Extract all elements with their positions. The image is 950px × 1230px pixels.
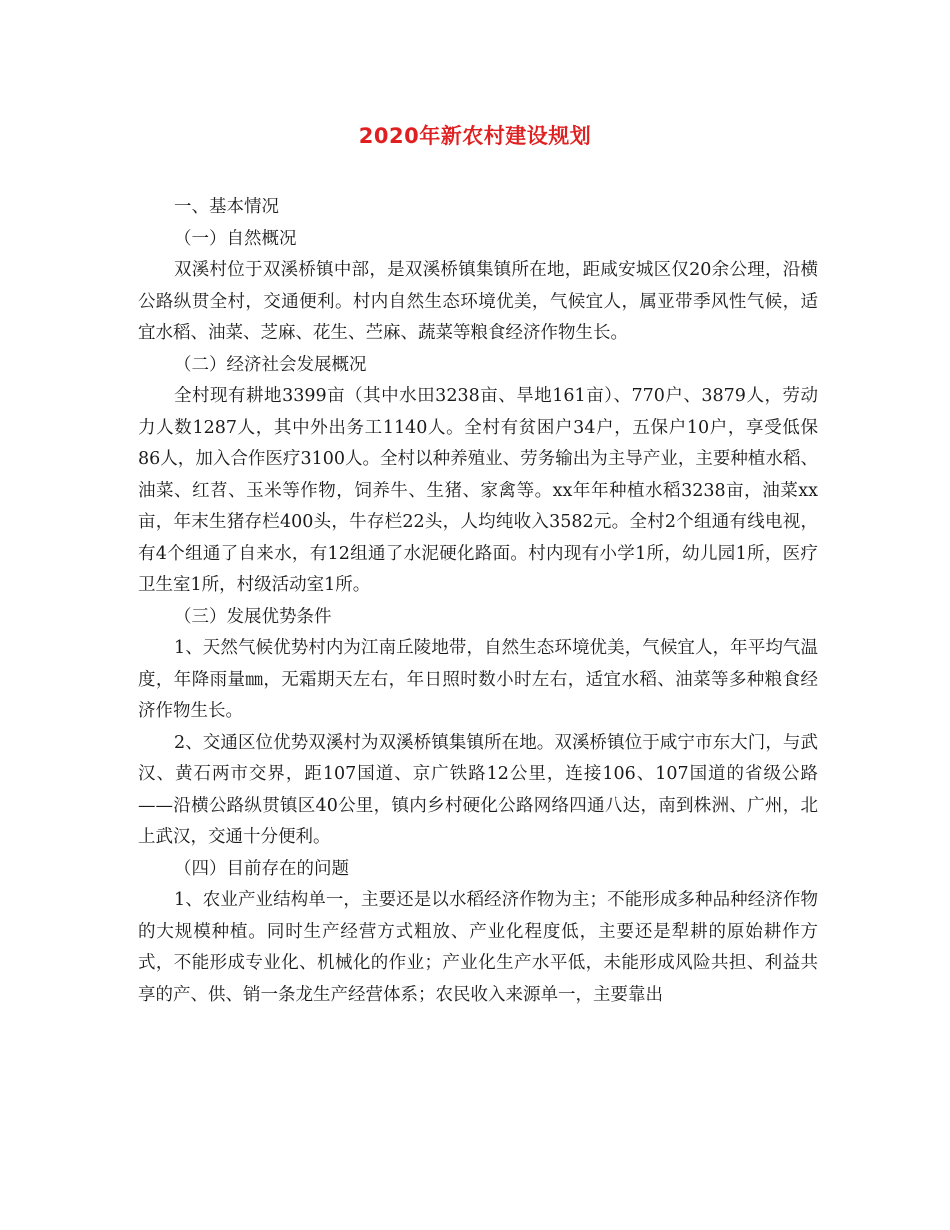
paragraph-problems: 1、农业产业结构单一，主要还是以水稻经济作物为主；不能形成多种品种经济作物的大规模种植。同时生产经营方式粗放、产业化程度低，主要还是犁耕的原始耕作方式，不能形成专业化、机械化的作业；产业化生产水平低，未能形成风险共担、利益共享的产、供、销一条龙生产经营体系；农民收入来源单一，主要靠出 bbox=[138, 890, 818, 1005]
paragraph-natural: 双溪村位于双溪桥镇中部，是双溪桥镇集镇所在地，距咸安城区仅20余公理，沿横公路纵贯全村，交通便利。村内自然生态环境优美，气候宜人，属亚带季风性气候，适宜水稻、油菜、芝麻、花生、苎麻、蔬菜等粮食经济作物生长。 bbox=[138, 260, 818, 343]
document-title: 2020年新农村建设规划 bbox=[358, 124, 592, 148]
paragraph-transport-advantage: 2、交通区位优势双溪村为双溪桥镇集镇所在地。双溪桥镇位于咸宁市东大门，与武汉、黄石两市交界，距107国道、京广铁路12公里，连接106、107国道的省级公路——沿横公路纵贯镇区40公里，镇内乡村硬化公路网络四通八达，南到株洲、广州，北上武汉，交通十分便利。 bbox=[138, 732, 818, 847]
subsection-heading-economy: （二）经济社会发展概况 bbox=[174, 354, 367, 375]
subsection-heading-problems: （四）目前存在的问题 bbox=[174, 858, 349, 879]
section-heading-basic-info: 一、基本情况 bbox=[174, 197, 279, 217]
paragraph-economy: 全村现有耕地3399亩（其中水田3238亩、旱地161亩）、770户、3879人，劳动力人数1287人，其中外出务工1140人。全村有贫困户34户，五保户10户，享受低保86人，加入合作医疗3100人。全村以种养殖业、劳务输出为主导产业，主要种植水稻、油菜、红苕、玉米等作物，饲养牛、生猪、家禽等。xx年年种植水稻3238亩，油菜xx亩，年末生猪存栏400头，牛存栏22头，人均纯收入3582元。全村2个组通有线电视，有4个组通了自来水，有12组通了水泥硬化路面。村内现有小学1所，幼儿园1所，医疗卫生室1所，村级活动室1所。 bbox=[138, 386, 818, 595]
subsection-heading-natural: （一）自然概况 bbox=[174, 228, 297, 249]
document-body bbox=[138, 192, 818, 1011]
paragraph-climate-advantage: 1、天然气候优势村内为江南丘陵地带，自然生态环境优美，气候宜人，年平均气温度，年降雨量㎜，无霜期天左右，年日照时数小时左右，适宜水稻、油菜等多种粮食经济作物生长。 bbox=[138, 638, 818, 721]
subsection-heading-advantages: （三）发展优势条件 bbox=[174, 606, 332, 627]
